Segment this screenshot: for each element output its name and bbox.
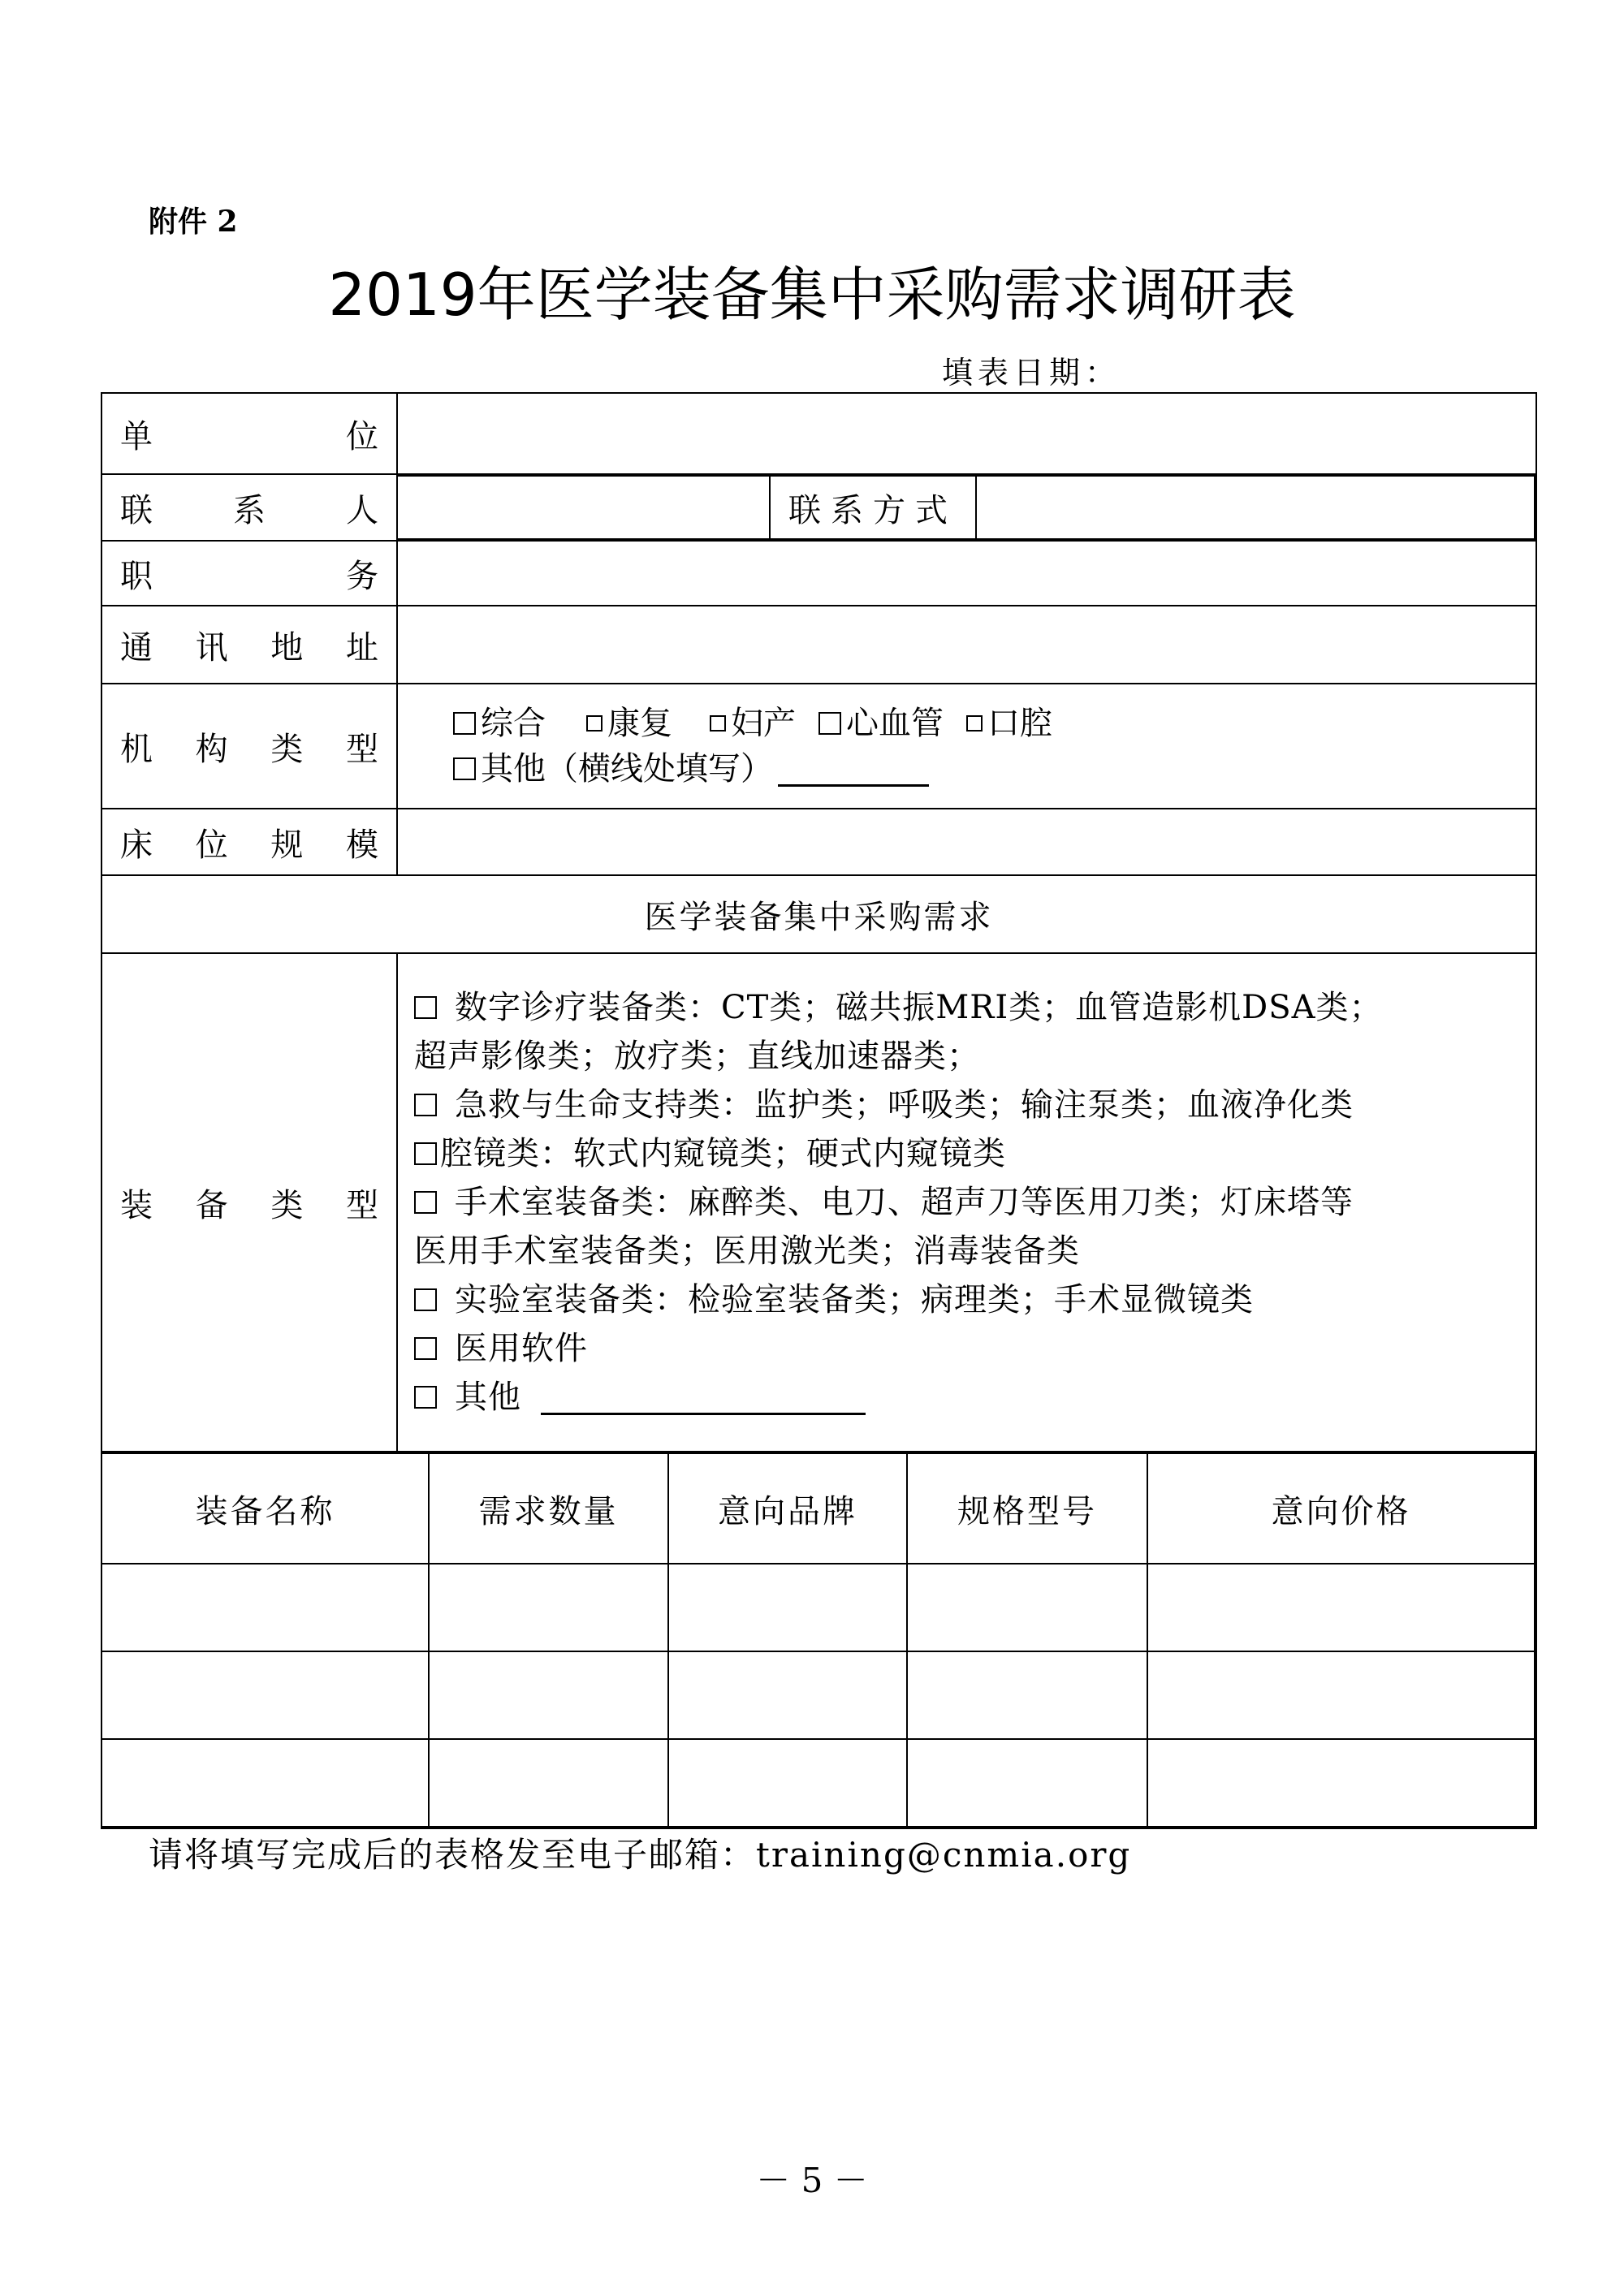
checkbox-xinxueguan[interactable] [818,712,841,735]
equipment-line: 超声影像类；放疗类；直线加速器类； [414,1038,980,1075]
checkbox-emergency[interactable] [414,1094,437,1116]
column-header: 意向价格 [1147,1453,1535,1564]
bed-scale-label [102,809,397,875]
table-cell[interactable] [429,1564,668,1651]
option-label: 其他（横线处填写） [481,750,773,788]
row-section-header [102,875,1536,953]
column-header: 需求数量 [429,1453,668,1564]
equipment-line: 腔镜类：软式内窥镜类；硬式内窥镜类 [440,1135,1006,1172]
table-cell[interactable] [907,1564,1147,1651]
fill-date-label: 填表日期： [942,355,1121,391]
other-fill-line[interactable] [778,752,929,787]
item-table [102,1452,1535,1828]
option-label: 口腔 [987,705,1052,742]
checkbox-zonghe[interactable] [453,712,476,735]
contact-cell [397,474,1536,541]
position-label-char: 职 [120,557,153,595]
table-row [102,1739,1535,1827]
equipment-type-label-char: 型 [345,1186,378,1224]
contact-method-label: 联系方式 [770,476,976,539]
checkbox-lab[interactable] [414,1288,437,1311]
address-label-char: 地 [270,628,304,667]
option-label: 心血管 [846,705,944,742]
table-cell[interactable] [1147,1564,1535,1651]
row-unit [102,393,1536,474]
checkbox-endoscope[interactable] [414,1142,437,1165]
equipment-line: 急救与生命支持类：监护类；呼吸类；输注泵类；血液净化类 [455,1086,1354,1124]
row-address [102,606,1536,684]
unit-label-char: 位 [346,417,378,455]
checkbox-kouqiang[interactable] [966,715,983,732]
bed-scale-label-char: 规 [270,826,304,864]
page-number: － 5 － [756,2160,868,2200]
contact-label-char: 联 [120,491,153,529]
equipment-line: 医用软件 [455,1330,588,1367]
checkbox-surgery[interactable] [414,1191,437,1214]
institution-type-label-char: 型 [345,730,378,768]
unit-label-char: 单 [120,417,153,455]
equipment-type-label-char: 装 [120,1186,153,1224]
table-cell[interactable] [102,1651,429,1739]
unit-label [102,393,397,474]
row-bed-scale [102,809,1536,875]
equipment-line: 其他 [455,1379,521,1416]
bed-scale-label-char: 位 [195,826,228,864]
row-contact [102,474,1536,541]
bed-scale-field[interactable] [397,809,1536,875]
row-item-table [102,1452,1536,1828]
position-label-char: 务 [346,557,378,595]
bed-scale-label-char: 床 [120,826,153,864]
address-label-char: 址 [345,628,378,667]
table-cell[interactable] [1147,1739,1535,1827]
table-cell[interactable] [668,1564,907,1651]
attachment-label: 附件 2 [149,205,238,239]
option-label: 康复 [607,705,672,742]
equipment-type-label-char: 类 [270,1186,304,1224]
option-label: 妇产 [731,705,796,742]
institution-type-label-char: 机 [120,730,153,768]
equipment-type-options [397,953,1536,1452]
page-title: 2019年医学装备集中采购需求调研表 [328,261,1296,329]
position-label [102,541,397,606]
column-header: 意向品牌 [668,1453,907,1564]
row-equipment-type [102,953,1536,1452]
option-label: 综合 [481,705,546,742]
table-row [102,1564,1535,1651]
table-row [102,1651,1535,1739]
equipment-line: 手术室装备类：麻醉类、电刀、超声刀等医用刀类；灯床塔等 [455,1184,1354,1221]
contact-label [102,474,397,541]
address-field[interactable] [397,606,1536,684]
table-cell[interactable] [1147,1651,1535,1739]
row-institution-type [102,684,1536,809]
checkbox-software[interactable] [414,1337,437,1360]
equipment-line: 数字诊疗装备类：CT类；磁共振MRI类；血管造影机DSA类； [455,989,1383,1026]
institution-type-label-char: 构 [195,730,228,768]
footer-note: 请将填写完成后的表格发至电子邮箱：training@cnmia.org [149,1835,1132,1875]
institution-type-options [397,684,1536,809]
contact-label-char: 系 [233,491,266,529]
bed-scale-label-char: 模 [345,826,378,864]
table-cell[interactable] [907,1739,1147,1827]
checkbox-fuchan[interactable] [710,715,726,732]
table-cell[interactable] [668,1651,907,1739]
item-table-header [102,1453,1535,1564]
column-header: 规格型号 [907,1453,1147,1564]
checkbox-digital[interactable] [414,996,437,1019]
table-cell[interactable] [102,1564,429,1651]
checkbox-equipment-other[interactable] [414,1386,437,1409]
equipment-other-fill-line[interactable] [541,1380,866,1415]
section-header: 医学装备集中采购需求 [102,875,1536,953]
row-position [102,541,1536,606]
table-cell[interactable] [429,1651,668,1739]
column-header: 装备名称 [102,1453,429,1564]
unit-field[interactable] [397,393,1536,474]
address-label-char: 讯 [195,628,228,667]
survey-form [101,392,1537,1829]
position-field[interactable] [397,541,1536,606]
contact-method-field[interactable] [976,476,1535,539]
table-cell[interactable] [429,1739,668,1827]
contact-label-char: 人 [346,491,378,529]
equipment-type-label-char: 备 [195,1186,228,1224]
checkbox-other[interactable] [453,757,476,780]
equipment-line: 实验室装备类：检验室装备类；病理类；手术显微镜类 [455,1281,1254,1318]
address-label [102,606,397,684]
item-table-cell [102,1452,1536,1828]
contact-person-field[interactable] [398,476,770,539]
equipment-line: 医用手术室装备类；医用激光类；消毒装备类 [414,1232,1080,1270]
equipment-type-label [102,953,397,1452]
institution-type-label [102,684,397,809]
table-cell[interactable] [668,1739,907,1827]
table-cell[interactable] [907,1651,1147,1739]
table-cell[interactable] [102,1739,429,1827]
institution-type-label-char: 类 [270,730,304,768]
checkbox-kangfu[interactable] [586,715,603,732]
address-label-char: 通 [120,628,153,667]
